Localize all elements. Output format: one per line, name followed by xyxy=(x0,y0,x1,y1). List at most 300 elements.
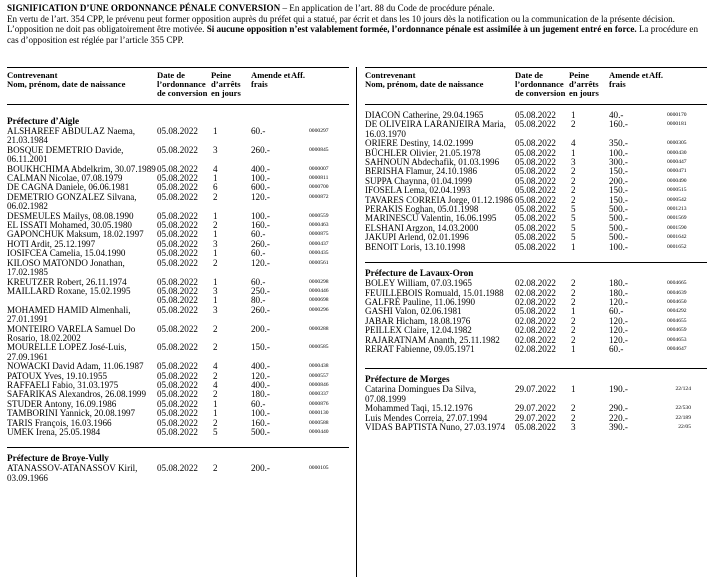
date-cell: 05.08.2022 xyxy=(515,213,556,224)
peine-cell: 3 xyxy=(213,238,218,249)
contrevenant-cell: IOSIFCEA Camelia, 15.04.1990 xyxy=(7,248,126,259)
date-cell: 05.08.2022 xyxy=(515,194,556,205)
aff-cell: 0000288 xyxy=(309,325,329,332)
contrevenant-cell: IFOSELA Lema, 02.04.1993 xyxy=(365,185,471,196)
aff-cell: 0000557 xyxy=(309,372,329,379)
column-divider xyxy=(356,67,357,577)
date-cell: 05.08.2022 xyxy=(515,166,556,177)
rule xyxy=(365,368,707,369)
date-cell: 05.08.2022 xyxy=(515,421,556,432)
peine-cell: 2 xyxy=(571,334,576,345)
contrevenant-cell: MONTEIRO VARELA Samuel Do Rosario, 18.02.2002 xyxy=(7,323,136,343)
amende-cell: 100.- xyxy=(609,147,628,158)
date-cell: 05.08.2022 xyxy=(157,295,198,306)
amende-cell: 200.- xyxy=(609,175,628,186)
peine-cell: 1 xyxy=(213,229,218,240)
date-cell: 05.08.2022 xyxy=(157,220,198,231)
contrevenant-cell: DIACON Catherine, 29.04.1965 xyxy=(365,110,484,120)
peine-cell: 5 xyxy=(571,213,576,224)
amende-cell: 500.- xyxy=(609,222,628,233)
date-cell: 05.08.2022 xyxy=(157,379,198,390)
amende-cell: 60.- xyxy=(609,306,624,317)
aff-cell: 0000875 xyxy=(309,231,329,238)
amende-cell: 160.- xyxy=(251,417,270,428)
amende-cell: 160.- xyxy=(609,119,628,130)
table-row xyxy=(7,428,349,437)
contrevenant-cell: GAPONCHUK Maksum, 18.02.1997 xyxy=(7,229,144,240)
contrevenant-cell: RAFFAELI Fabio, 31.03.1975 xyxy=(7,379,119,390)
amende-cell: 220.- xyxy=(609,412,628,423)
amende-cell: 250.- xyxy=(251,285,270,296)
date-cell: 02.08.2022 xyxy=(515,315,556,326)
date-cell: 05.08.2022 xyxy=(157,276,198,287)
contrevenant-cell: TARIS François, 16.03.1966 xyxy=(7,417,112,428)
amende-cell: 60.- xyxy=(251,276,266,287)
table-row xyxy=(7,193,349,212)
amende-cell: 120.- xyxy=(609,325,628,336)
notice-header xyxy=(7,3,707,45)
amende-cell: 150.- xyxy=(609,194,628,205)
peine-cell: 1 xyxy=(213,398,218,409)
aff-cell: 0000305 xyxy=(667,140,687,147)
peine-cell: 1 xyxy=(571,110,576,120)
aff-cell: 0000515 xyxy=(667,187,687,194)
date-cell: 05.08.2022 xyxy=(157,182,198,193)
table-row xyxy=(7,464,349,483)
amende-cell: 200.- xyxy=(251,323,270,334)
col-amende-header: Amende et frais xyxy=(251,70,291,89)
body-text: En vertu de l’art. 354 CPP, le prévenu peut former opposition auprès du préfet qui a statué, par écrit et dans les 10 jours dès la notification ou la communication de la présente décision. L’opposition ne doit pas obligatoirement être motivée. xyxy=(7,13,675,35)
table-body xyxy=(365,111,707,252)
amende-cell: 100.- xyxy=(251,210,270,221)
col-peine-header: Peine d’arrêts en jours xyxy=(569,70,599,98)
date-cell: 05.08.2022 xyxy=(157,323,198,334)
peine-cell: 2 xyxy=(571,296,576,307)
contrevenant-cell: MOHAMED HAMID Almenhali, 27.01.1991 xyxy=(7,304,131,325)
amende-cell: 150.- xyxy=(251,342,270,353)
amende-cell: 60.- xyxy=(251,126,266,136)
section-heading: Préfecture de Broye-Vully xyxy=(7,453,109,464)
date-cell: 05.08.2022 xyxy=(515,185,556,196)
amende-cell: 100.- xyxy=(609,241,628,252)
rule xyxy=(365,262,707,263)
col-amende-header: Amende et frais xyxy=(609,70,649,89)
peine-cell: 2 xyxy=(213,342,218,353)
aff-cell: 0000542 xyxy=(667,196,687,203)
table-body xyxy=(7,127,349,437)
contrevenant-cell: DEMETRIO GONZALEZ Silvana, 06.02.1982 xyxy=(7,191,137,212)
date-cell: 05.08.2022 xyxy=(157,342,198,353)
table-row xyxy=(7,325,349,344)
peine-cell: 2 xyxy=(571,278,576,289)
section-heading: Préfecture de Lavaux-Oron xyxy=(365,268,474,279)
date-cell: 05.08.2022 xyxy=(157,238,198,249)
date-cell: 05.08.2022 xyxy=(157,417,198,428)
aff-cell: 0004665 xyxy=(667,280,687,287)
amende-cell: 60.- xyxy=(609,343,624,354)
contrevenant-cell: BOLEY William, 07.03.1965 xyxy=(365,278,472,289)
date-cell: 02.08.2022 xyxy=(515,296,556,307)
peine-cell: 2 xyxy=(213,257,218,268)
date-cell: 05.08.2022 xyxy=(157,163,198,174)
contrevenant-cell: PATOUX Yves, 19.10.1955 xyxy=(7,370,108,381)
amende-cell: 60.- xyxy=(251,398,266,409)
aff-cell: 0000811 xyxy=(309,175,329,182)
date-cell: 05.08.2022 xyxy=(515,204,556,215)
date-cell: 05.08.2022 xyxy=(157,427,198,437)
date-cell: 29.07.2022 xyxy=(515,412,556,423)
aff-cell: 0000471 xyxy=(667,168,687,175)
date-cell: 05.08.2022 xyxy=(157,229,198,240)
contrevenant-cell: JAKUPI Arlend, 02.01.1996 xyxy=(365,232,469,243)
aff-cell: 0000446 xyxy=(309,287,329,294)
table-row xyxy=(7,306,349,325)
amende-cell: 500.- xyxy=(609,232,628,243)
amende-cell: 120.- xyxy=(609,315,628,326)
col-name-header: Contrevenant Nom, prénom, date de naissance xyxy=(7,70,126,89)
amende-cell: 600.- xyxy=(251,182,270,193)
contrevenant-cell: SAFARIKAS Alexandros, 26.08.1999 xyxy=(7,389,147,400)
amende-cell: 100.- xyxy=(251,173,270,184)
amende-cell: 60.- xyxy=(251,229,266,240)
aff-cell: 0000490 xyxy=(667,177,687,184)
peine-cell: 2 xyxy=(571,166,576,177)
peine-cell: 2 xyxy=(571,194,576,205)
contrevenant-cell: SAHNOUN Abdechafik, 01.03.1996 xyxy=(365,157,500,168)
contrevenant-cell: GALFRÉ Pauline, 11.06.1990 xyxy=(365,296,476,307)
contrevenant-cell: BOUKHCHIMA Abdelkrim, 30.07.1989 xyxy=(7,163,156,174)
aff-cell: 0000130 xyxy=(309,410,329,417)
peine-cell: 1 xyxy=(571,306,576,317)
contrevenant-cell: STUDER Antony, 16.09.1986 xyxy=(7,398,117,409)
date-cell: 05.08.2022 xyxy=(157,248,198,259)
contrevenant-cell: TAMBORINI Yannick, 20.08.1997 xyxy=(7,408,136,419)
peine-cell: 2 xyxy=(213,389,218,400)
aff-cell: 22/05 xyxy=(678,423,691,430)
aff-cell: 0000435 xyxy=(309,250,329,257)
right-column xyxy=(365,67,707,432)
table-body xyxy=(365,279,707,354)
rule xyxy=(7,447,349,448)
contrevenant-cell: KREUTZER Robert, 26.11.1974 xyxy=(7,276,127,287)
contrevenant-cell: Catarina Domingues Da Silva, 07.08.1999 xyxy=(365,384,477,404)
peine-cell: 1 xyxy=(571,384,576,395)
amende-cell: 80.- xyxy=(251,295,266,306)
date-cell: 05.08.2022 xyxy=(157,257,198,268)
date-cell: 29.07.2022 xyxy=(515,384,556,395)
peine-cell: 3 xyxy=(213,144,218,155)
date-cell: 05.08.2022 xyxy=(515,147,556,158)
amende-cell: 390.- xyxy=(609,421,628,432)
date-cell: 05.08.2022 xyxy=(157,191,198,202)
amende-cell: 100.- xyxy=(251,408,270,419)
contrevenant-cell: JABAR Hicham, 18.08.1976 xyxy=(365,315,471,326)
table-row xyxy=(7,146,349,165)
peine-cell: 5 xyxy=(571,204,576,215)
contrevenant-cell: DESMEULES Mailys, 08.08.1990 xyxy=(7,210,134,221)
date-cell: 05.08.2022 xyxy=(515,175,556,186)
peine-cell: 1 xyxy=(571,343,576,354)
contrevenant-cell: ORIERE Destiny, 14.02.1999 xyxy=(365,138,474,149)
contrevenant-cell: MAILLARD Roxane, 15.02.1995 xyxy=(7,285,131,296)
aff-cell: 0000846 xyxy=(309,381,329,388)
aff-cell: 0001213 xyxy=(667,206,687,213)
contrevenant-cell: VIDAS BAPTISTA Nuno, 27.03.1974 xyxy=(365,421,506,432)
peine-cell: 2 xyxy=(571,185,576,196)
aff-cell: 0004647 xyxy=(667,345,687,352)
amende-cell: 120.- xyxy=(251,257,270,268)
aff-cell: 0000447 xyxy=(667,159,687,166)
peine-cell: 4 xyxy=(213,361,218,372)
amende-cell: 500.- xyxy=(609,213,628,224)
title-text: SIGNIFICATION D’UNE ORDONNANCE PÉNALE CONVERSION xyxy=(7,3,281,13)
aff-cell: 0000337 xyxy=(309,391,329,398)
aff-cell: 0000463 xyxy=(309,222,329,229)
aff-cell: 0000007 xyxy=(309,165,329,172)
date-cell: 05.08.2022 xyxy=(157,210,198,221)
peine-cell: 2 xyxy=(213,323,218,334)
aff-cell: 0000440 xyxy=(309,429,329,435)
table-row xyxy=(365,120,707,139)
contrevenant-cell: BENOIT Loris, 13.10.1998 xyxy=(365,241,466,252)
amende-cell: 300.- xyxy=(609,157,628,168)
peine-cell: 2 xyxy=(213,191,218,202)
amende-cell: 290.- xyxy=(609,403,628,414)
amende-cell: 180.- xyxy=(251,389,270,400)
contrevenant-cell: DE CAGNA Daniele, 06.06.1981 xyxy=(7,182,130,193)
aff-cell: 0000105 xyxy=(309,465,329,472)
date-cell: 05.08.2022 xyxy=(157,389,198,400)
date-cell: 05.08.2022 xyxy=(515,157,556,168)
amende-cell: 180.- xyxy=(609,287,628,298)
amende-cell: 350.- xyxy=(609,138,628,149)
table-row xyxy=(365,345,707,354)
date-cell: 05.08.2022 xyxy=(157,173,198,184)
col-aff-header: Aff. xyxy=(291,70,306,80)
date-cell: 05.08.2022 xyxy=(157,126,198,136)
peine-cell: 4 xyxy=(213,163,218,174)
aff-cell: 0001642 xyxy=(667,234,687,241)
date-cell: 02.08.2022 xyxy=(515,343,556,354)
aff-cell: 0000698 xyxy=(309,297,329,304)
amende-cell: 120.- xyxy=(609,296,628,307)
amende-cell: 150.- xyxy=(609,166,628,177)
date-cell: 05.08.2022 xyxy=(515,222,556,233)
date-cell: 05.08.2022 xyxy=(515,119,556,130)
contrevenant-cell: HOTI Ardit, 25.12.1997 xyxy=(7,238,96,249)
aff-cell: 0000700 xyxy=(309,184,329,191)
amende-cell: 260.- xyxy=(251,238,270,249)
aff-cell: 0000437 xyxy=(309,240,329,247)
aff-cell: 0000561 xyxy=(309,259,329,266)
table-header xyxy=(7,68,349,104)
table-row xyxy=(7,127,349,146)
peine-cell: 4 xyxy=(213,379,218,390)
peine-cell: 2 xyxy=(213,463,218,474)
aff-cell: 0001569 xyxy=(667,215,687,222)
peine-cell: 1 xyxy=(571,241,576,252)
amende-cell: 40.- xyxy=(609,110,624,120)
aff-cell: 0004292 xyxy=(667,308,687,315)
amende-cell: 190.- xyxy=(609,384,628,395)
peine-cell: 1 xyxy=(213,173,218,184)
contrevenant-cell: TAVARES CORREIA Jorge, 01.12.1986 xyxy=(365,194,513,205)
amende-cell: 180.- xyxy=(609,278,628,289)
contrevenant-cell: ELSHANI Argzon, 14.03.2000 xyxy=(365,222,479,233)
peine-cell: 2 xyxy=(571,412,576,423)
date-cell: 02.08.2022 xyxy=(515,278,556,289)
aff-cell: 0004653 xyxy=(667,336,687,343)
aff-cell: 0000876 xyxy=(309,400,329,407)
peine-cell: 2 xyxy=(213,220,218,231)
peine-cell: 1 xyxy=(213,210,218,221)
contrevenant-cell: RAJARATNAM Ananth, 25.11.1982 xyxy=(365,334,500,345)
aff-cell: 0001652 xyxy=(667,243,687,250)
amende-cell: 120.- xyxy=(251,191,270,202)
date-cell: 02.08.2022 xyxy=(515,287,556,298)
peine-cell: 2 xyxy=(571,287,576,298)
peine-cell: 2 xyxy=(213,417,218,428)
amende-cell: 60.- xyxy=(251,248,266,259)
table-body xyxy=(7,464,349,483)
contrevenant-cell: BERISHA Flamur, 24.10.1986 xyxy=(365,166,478,177)
date-cell: 05.08.2022 xyxy=(157,285,198,296)
aff-cell: 0000297 xyxy=(309,128,329,134)
amende-cell: 500.- xyxy=(251,427,270,437)
date-cell: 05.08.2022 xyxy=(515,306,556,317)
aff-cell: 0001590 xyxy=(667,224,687,231)
peine-cell: 2 xyxy=(571,315,576,326)
peine-cell: 2 xyxy=(571,175,576,186)
contrevenant-cell: FEUILLEBOIS Romuald, 15.01.1988 xyxy=(365,287,504,298)
peine-cell: 1 xyxy=(213,126,218,136)
peine-cell: 2 xyxy=(571,325,576,336)
table-row xyxy=(365,243,707,252)
title-suffix: – En application de l’art. 88 du Code de procédure pénale. xyxy=(280,3,495,13)
date-cell: 05.08.2022 xyxy=(157,370,198,381)
contrevenant-cell: Luis Mendes Correia, 27.07.1994 xyxy=(365,412,488,423)
amende-cell: 150.- xyxy=(609,185,628,196)
col-aff-header: Aff. xyxy=(649,70,664,80)
contrevenant-cell: PEILLEX Claire, 12.04.1982 xyxy=(365,325,472,336)
amende-cell: 500.- xyxy=(609,204,628,215)
aff-cell: 0000872 xyxy=(309,193,329,200)
date-cell: 05.08.2022 xyxy=(515,110,556,120)
aff-cell: 0000588 xyxy=(309,419,329,426)
table-header xyxy=(365,68,707,104)
contrevenant-cell: KILOSO MATONDO Jonathan, 17.02.1985 xyxy=(7,257,125,278)
notice-title xyxy=(7,3,707,14)
contrevenant-cell: MARINESCU Valentin, 16.06.1995 xyxy=(365,213,497,224)
amende-cell: 400.- xyxy=(251,361,270,372)
aff-cell: 0000296 xyxy=(309,306,329,313)
aff-cell: 0004639 xyxy=(667,289,687,296)
aff-cell: 22/124 xyxy=(675,386,691,393)
date-cell: 02.08.2022 xyxy=(515,325,556,336)
aff-cell: 0000559 xyxy=(309,212,329,219)
date-cell: 05.08.2022 xyxy=(515,241,556,252)
amende-cell: 200.- xyxy=(251,463,270,474)
contrevenant-cell: Mohammed Taqi, 15.12.1976 xyxy=(365,403,473,414)
peine-cell: 1 xyxy=(571,147,576,158)
contrevenant-cell: GASHI Valon, 02.06.1981 xyxy=(365,306,462,317)
aff-cell: 0000430 xyxy=(667,149,687,156)
body-tail: La procédure en cas d’opposition est réglée par l’article 355 CPP. xyxy=(7,24,699,45)
contrevenant-cell: BÜCHLER Olivier, 21.05.1978 xyxy=(365,147,481,158)
peine-cell: 3 xyxy=(571,157,576,168)
peine-cell: 2 xyxy=(571,403,576,414)
table-body xyxy=(365,385,707,432)
peine-cell: 5 xyxy=(571,232,576,243)
aff-cell: 0000181 xyxy=(667,121,687,128)
contrevenant-cell: ALSHAREEF ABDULAZ Naema, 21.03.1984 xyxy=(7,126,136,146)
contrevenant-cell: UMEK Irena, 25.05.1984 xyxy=(7,427,101,437)
contrevenant-cell: RERAT Fabienne, 09.05.1971 xyxy=(365,343,475,354)
date-cell: 05.08.2022 xyxy=(157,398,198,409)
peine-cell: 2 xyxy=(213,370,218,381)
date-cell: 05.08.2022 xyxy=(157,463,198,474)
contrevenant-cell: CALMAN Nicolae, 07.08.1979 xyxy=(7,173,123,184)
notice-body xyxy=(7,14,707,46)
aff-cell: 0004650 xyxy=(667,298,687,305)
date-cell: 29.07.2022 xyxy=(515,403,556,414)
date-cell: 05.08.2022 xyxy=(157,144,198,155)
peine-cell: 2 xyxy=(571,119,576,130)
peine-cell: 4 xyxy=(571,138,576,149)
aff-cell: 0004659 xyxy=(667,327,687,334)
aff-cell: 22/530 xyxy=(675,405,691,412)
contrevenant-cell: SUPPA Chaynna, 01.04.1999 xyxy=(365,175,473,186)
amende-cell: 120.- xyxy=(609,334,628,345)
contrevenant-cell: EL ISSATI Mohamed, 30.05.1980 xyxy=(7,220,132,231)
date-cell: 02.08.2022 xyxy=(515,334,556,345)
contrevenant-cell: MOURELLE LOPEZ José-Luis, 27.09.1961 xyxy=(7,342,127,362)
peine-cell: 3 xyxy=(571,421,576,432)
peine-cell: 5 xyxy=(213,427,218,437)
amende-cell: 400.- xyxy=(251,163,270,174)
date-cell: 05.08.2022 xyxy=(157,408,198,419)
date-cell: 05.08.2022 xyxy=(515,138,556,149)
col-date-header: Date de l’ordonnance de conversion xyxy=(157,70,208,98)
contrevenant-cell: NOWACKI David Adam, 11.06.1987 xyxy=(7,361,144,372)
amende-cell: 260.- xyxy=(251,304,270,315)
aff-cell: 0000845 xyxy=(309,146,329,153)
amende-cell: 400.- xyxy=(251,379,270,390)
section-heading: Préfecture d’Aigle xyxy=(7,116,80,126)
date-cell: 05.08.2022 xyxy=(515,232,556,243)
contrevenant-cell: BOSQUE DEMETRIO Davide, 06.11.2001 xyxy=(7,144,124,165)
peine-cell: 1 xyxy=(213,408,218,419)
peine-cell: 3 xyxy=(213,304,218,315)
table-row xyxy=(7,259,349,278)
aff-cell: 22/189 xyxy=(675,414,691,421)
body-bold: Si aucune opposition n’est valablement formée, l’ordonnance pénale est assimilée à un jugement entré en force. xyxy=(206,24,637,35)
col-name-header: Contrevenant Nom, prénom, date de naissance xyxy=(365,70,484,89)
peine-cell: 1 xyxy=(213,276,218,287)
left-column xyxy=(7,67,349,483)
amende-cell: 160.- xyxy=(251,220,270,231)
date-cell: 05.08.2022 xyxy=(157,361,198,372)
aff-cell: 0004655 xyxy=(667,317,687,324)
col-peine-header: Peine d’arrêts en jours xyxy=(211,70,241,98)
contrevenant-cell: PERAKIS Eoghan, 05.01.1998 xyxy=(365,204,479,215)
date-cell: 05.08.2022 xyxy=(157,304,198,315)
aff-cell: 0000170 xyxy=(667,112,687,118)
contrevenant-cell: ATANASSOV-ATANASSOV Kiril, 03.09.1966 xyxy=(7,463,138,483)
aff-cell: 0000585 xyxy=(309,344,329,351)
amende-cell: 260.- xyxy=(251,144,270,155)
col-date-header: Date de l’ordonnance de conversion xyxy=(515,70,566,98)
